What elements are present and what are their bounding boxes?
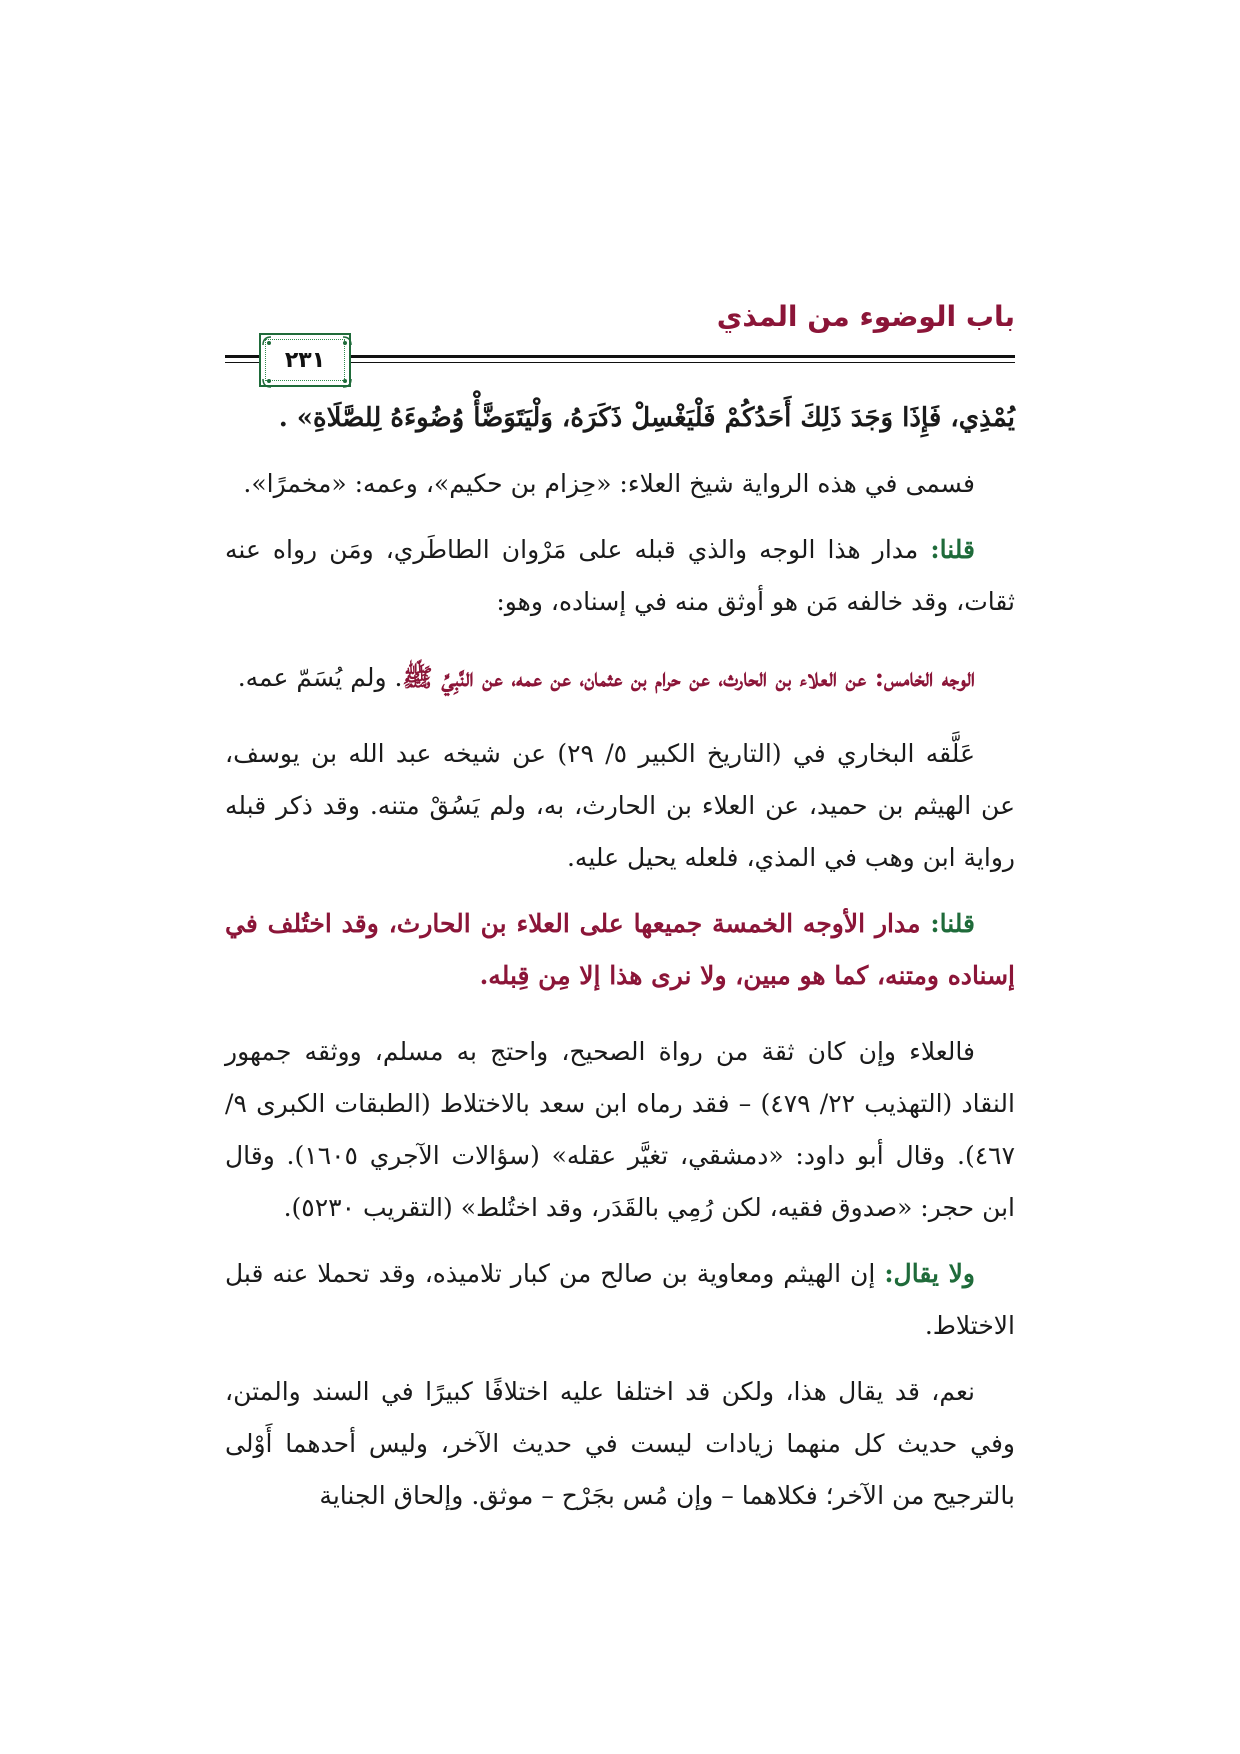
paragraph-text: فالعلاء وإن كان ثقة من رواة الصحيح، واحتج به مسلم، ووثقه جمهور النقاد (التهذيب ٢٢/ ٤٧٩) – فقد رماه ابن سعد بالاختلاط (الطبقات الكبرى ٩/ ٤٦٧). وقال أبو داود: «دمشقي، تغيَّر عقله» (سؤالات الآجري ١٦٠٥). وقال ابن حجر: «صدوق فقيه، لكن رُمِي بالقَدَر، وقد اختُلط» (التقريب ٥٢٣٠). <box>225 1037 1016 1222</box>
fifth-aspect-heading: الوجه الخامس: عن العلاء بن الحارث، عن حرام بن عثمان، عن عمه، عن النَّبِيِّ ﷺ <box>402 663 975 692</box>
chapter-title: باب الوضوء من المذي <box>716 300 1015 333</box>
paragraph-objection <box>225 1248 1015 1352</box>
paragraph-text: إن الهيثم ومعاوية بن صالح من كبار تلاميذه، وقد تحملا عنه قبل الاختلاط. <box>225 1259 1015 1340</box>
page-header <box>225 300 1015 380</box>
paragraph-text: نعم، قد يقال هذا، ولكن قد اختلفا عليه اختلافًا كبيرًا في السند والمتن، وفي حديث كل منهما زيادات ليست في حديث الآخر، وليس أحدهما أَوْلى بالترجيح من الآخر؛ فكلاهما – وإن مُس بجَرْح – موثق. وإلحاق الجناية <box>225 1377 1015 1510</box>
hadith-ending: يُمْذِي، فَإِذَا وَجَدَ ذَلِكَ أَحَدُكُمْ فَلْيَغْسِلْ ذَكَرَهُ، وَلْيَتَوَضَّأْ وُضُوءَهُ لِلصَّلَاةِ» . <box>278 403 1015 433</box>
page-body <box>225 392 1015 1536</box>
page-number-badge <box>259 333 351 387</box>
lead-word: ولا يقال: <box>884 1259 975 1288</box>
paragraph-text: مدار هذا الوجه والذي قبله على مَرْوان الطاطَري، ومَن رواه عنه ثقات، وقد خالفه مَن هو أوثق منه في إسناده، وهو: <box>225 535 1015 616</box>
paragraph-bukhari <box>225 728 1015 884</box>
lead-word: قلنا: <box>930 535 975 564</box>
paragraph-text: فسمى في هذه الرواية شيخ العلاء: «حِزام بن حكيم»، وعمه: «مخمرًا». <box>243 469 975 498</box>
paragraph-ala-reliability <box>225 1026 1015 1234</box>
hadith-text <box>225 392 1015 444</box>
lead-word: قلنا: <box>930 909 975 938</box>
paragraph-text: عَلَّقه البخاري في (التاريخ الكبير ٥/ ٢٩) عن شيخه عبد الله بن يوسف، عن الهيثم بن حميد، عن العلاء بن الحارث، به، ولم يَسُقْ متنه. وقد ذكر قبله رواية ابن وهب في المذي، فلعله يحيل عليه. <box>225 739 1015 872</box>
paragraph-fifth-aspect <box>225 652 1015 704</box>
paragraph-text: مدار الأوجه الخمسة جميعها على العلاء بن الحارث، وقد اختُلف في إسناده ومتنه، كما هو مبين، ولا نرى هذا إلا مِن قِبله. <box>225 909 1015 990</box>
page-number: ٢٣١ <box>284 347 326 373</box>
paragraph-text: . ولم يُسَمّ عمه. <box>237 663 403 692</box>
paragraph-response <box>225 1366 1015 1522</box>
paragraph-qulna-1 <box>225 524 1015 628</box>
paragraph-qulna-2 <box>225 898 1015 1002</box>
paragraph-narration-note <box>225 458 1015 510</box>
